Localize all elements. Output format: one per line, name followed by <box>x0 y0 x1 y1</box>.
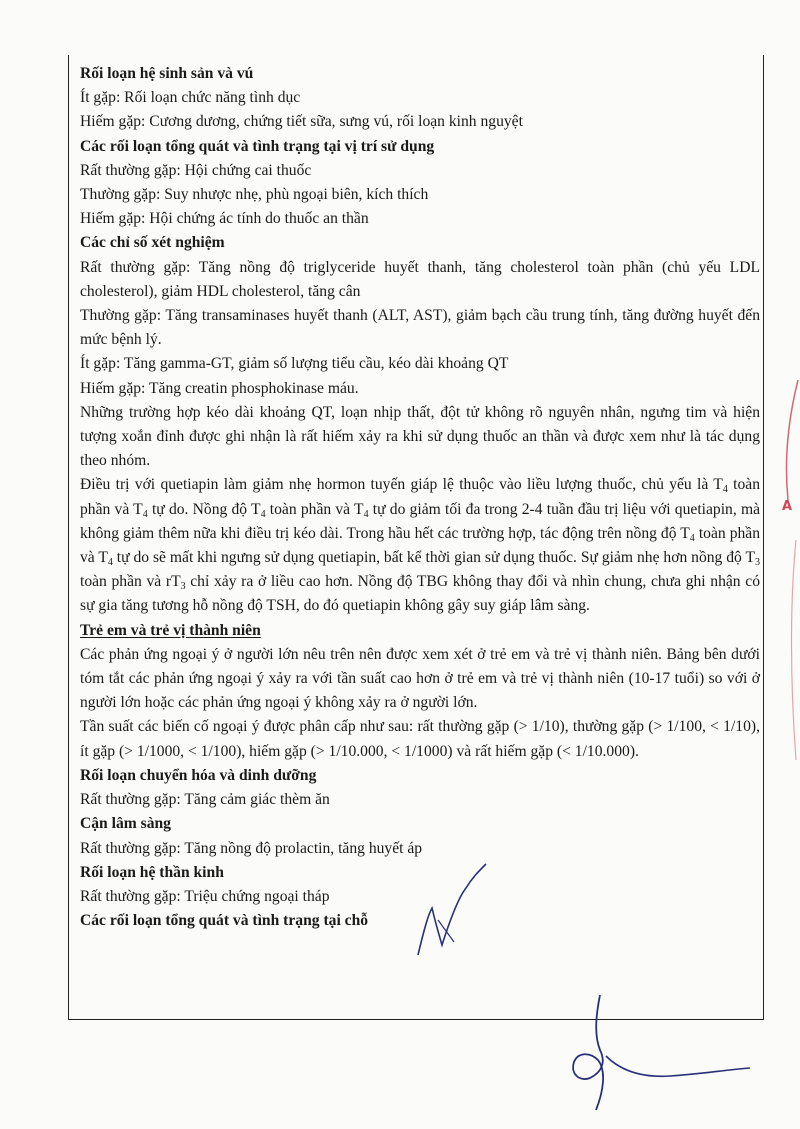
text-line: Hiếm gặp: Hội chứng ác tính do thuốc an thần <box>80 210 369 228</box>
text-line: Ít gặp: Rối loạn chức năng tình dục <box>80 89 301 107</box>
text-paragraph: Thường gặp: Tăng transaminases huyết thanh (ALT, AST), giảm bạch cầu trung tính, tăng đường huyết đến mức bệnh lý. <box>80 307 760 349</box>
text-paragraph: Tần suất các biến cố ngoại ý được phân cấp như sau: rất thường gặp (> 1/10), thường gặp (> 1/100, < 1/10), ít gặp (> 1/1000, < 1/100), hiếm gặp (> 1/10.000, < 1/1000) và rất hiếm gặp (< 1/10.000). <box>80 718 760 760</box>
text-paragraph: Rất thường gặp: Tăng nồng độ triglyceride huyết thanh, tăng cholesterol toàn phần (chủ yếu LDL cholesterol), giảm HDL cholesterol, tăng cân <box>80 258 760 300</box>
text-line: Rất thường gặp: Triệu chứng ngoại tháp <box>80 887 330 905</box>
text-line: Hiếm gặp: Cương dương, chứng tiết sữa, sưng vú, rối loạn kinh nguyệt <box>80 113 523 131</box>
section-heading: Các rối loạn tổng quát và tình trạng tại chỗ <box>80 912 369 930</box>
text-paragraph: Các phản ứng ngoại ý ở người lớn nêu trên nên được xem xét ở trẻ em và trẻ vị thành niên. Bảng bên dưới tóm tắt các phản ứng ngoại ý xảy ra với tần suất cao hơn ở trẻ em và trẻ vị thành niên (10-17 tuổi) so với ở người lớn hoặc các phản ứng ngoại ý không xảy ra ở người lớn. <box>80 645 760 712</box>
section-heading: Rối loạn hệ thần kinh <box>80 863 224 881</box>
section-heading: Cận lâm sàng <box>80 815 171 833</box>
section-heading: Các chỉ số xét nghiệm <box>80 234 225 252</box>
text-paragraph: Những trường hợp kéo dài khoảng QT, loạn nhịp thất, đột tử không rõ nguyên nhân, ngưng tim và hiện tượng xoắn đỉnh được ghi nhận là rất hiếm xảy ra khi sử dụng thuốc an thần và được xem như là tác dụng theo nhóm. <box>80 403 760 470</box>
stamp-fragment <box>778 380 800 800</box>
document-body <box>80 62 760 933</box>
text-line: Rất thường gặp: Tăng nồng độ prolactin, tăng huyết áp <box>80 839 423 857</box>
section-heading: Các rối loạn tổng quát và tình trạng tại vị trí sử dụng <box>80 137 435 155</box>
section-heading: Rối loạn hệ sinh sản và vú <box>80 65 254 82</box>
text-line: Ít gặp: Tăng gamma-GT, giảm số lượng tiểu cầu, kéo dài khoảng QT <box>80 355 509 373</box>
text-line: Rất thường gặp: Tăng cảm giác thèm ăn <box>80 791 330 809</box>
section-heading: Trẻ em và trẻ vị thành niên <box>80 621 261 639</box>
text-line: Hiếm gặp: Tăng creatin phosphokinase máu. <box>80 379 359 397</box>
text-line: Rất thường gặp: Hội chứng cai thuốc <box>80 161 312 179</box>
section-heading: Rối loạn chuyển hóa và dinh dưỡng <box>80 766 317 784</box>
svg-text:A: A <box>782 499 793 514</box>
text-line: Thường gặp: Suy nhược nhẹ, phù ngoại biên, kích thích <box>80 186 429 204</box>
thyroid-paragraph: Điều trị với quetiapin làm giảm nhẹ hormon tuyến giáp lệ thuộc vào liều lượng thuốc, chủ yếu là $T_4$ toàn phần và $T_4$ tự do. Nồng độ $T_4$ toàn phần và $T_4$ tự do giảm tối đa trong 2-4 tuần đầu trị liệu với quetiapin, mà không giảm thêm nữa khi điều trị kéo dài. Trong hầu hết các trường hợp, tác động trên nồng độ $T_4$ toàn phần và $T_4$ tự do sẽ mất khi ngưng sử dụng quetiapin, bất kể thời gian sử dụng thuốc. Sự giảm nhẹ hơn nồng độ $T_3$ toàn phần và $rT_3$ chỉ xảy ra ở liều cao hơn. Nồng độ TBG không thay đổi và nhìn chung, chưa ghi nhận có sự gia tăng tương hỗ nồng độ TSH, do đó quetiapin không gây suy giáp lâm sàng. <box>80 476 761 615</box>
